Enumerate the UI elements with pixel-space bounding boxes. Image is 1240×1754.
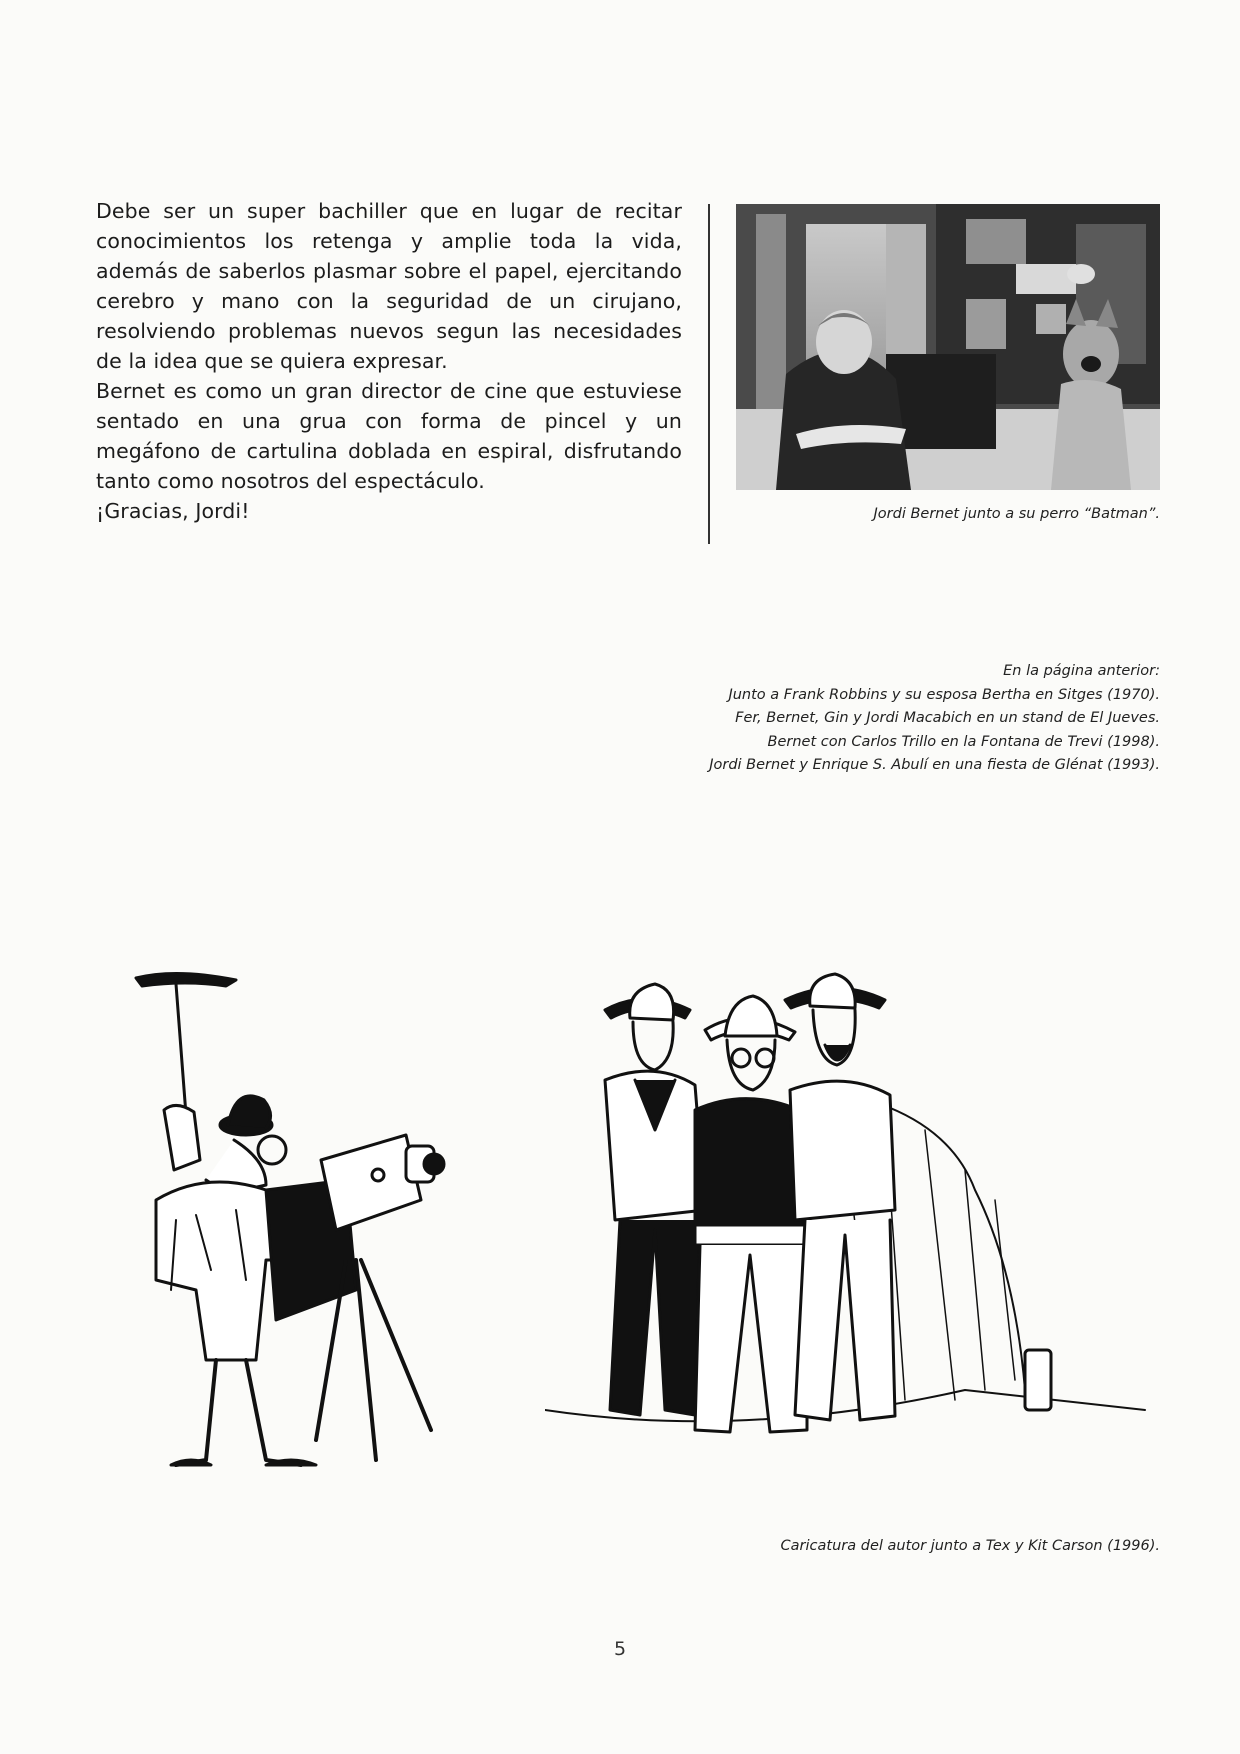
page-number: 5 (613, 1638, 627, 1660)
body-text (96, 196, 682, 526)
drawing-caption: Caricatura del autor junto a Tex y Kit Carson (1996). (780, 1538, 1160, 1554)
drawing-cowboys (545, 970, 1160, 1480)
photo-illustration (736, 204, 1160, 490)
drawing-photographer-caricature (116, 960, 496, 1480)
paragraph-3: ¡Gracias, Jordi! (96, 499, 250, 523)
photo-bernet-with-dog (736, 204, 1160, 490)
previous-page-captions (600, 660, 1160, 778)
previous-page-heading: En la página anterior: (1003, 663, 1160, 679)
previous-caption-line: Bernet con Carlos Trillo en la Fontana de Trevi (1998). (767, 733, 1160, 750)
previous-caption-line: Fer, Bernet, Gin y Jordi Macabich en un stand de El Jueves. (735, 710, 1160, 726)
previous-caption-line: Junto a Frank Robbins y su esposa Bertha en Sitges (1970). (728, 686, 1160, 703)
column-divider (708, 204, 710, 544)
drawing-photographer (116, 960, 496, 1480)
photo-caption: Jordi Bernet junto a su perro “Batman”. (873, 506, 1160, 522)
previous-caption-line: Jordi Bernet y Enrique S. Abulí en una fiesta de Glénat (1993). (709, 757, 1160, 773)
paragraph-2: Bernet es como un gran director de cine que estuviese sentado en una grua con forma de pincel y un megáfono de cartulina doblada en espiral, disfrutando tanto como nosotros del espectáculo. (96, 379, 682, 493)
paragraph-1: Debe ser un super bachiller que en lugar de recitar conocimientos los retenga y amplie toda la vida, además de saberlos plasmar sobre el papel, ejercitando cerebro y mano con la seguridad de un cirujano, resolviendo problemas nuevos segun las necesidades de la idea que se quiera expresar. (96, 199, 682, 373)
drawing-cowboys-caricature (545, 970, 1160, 1480)
